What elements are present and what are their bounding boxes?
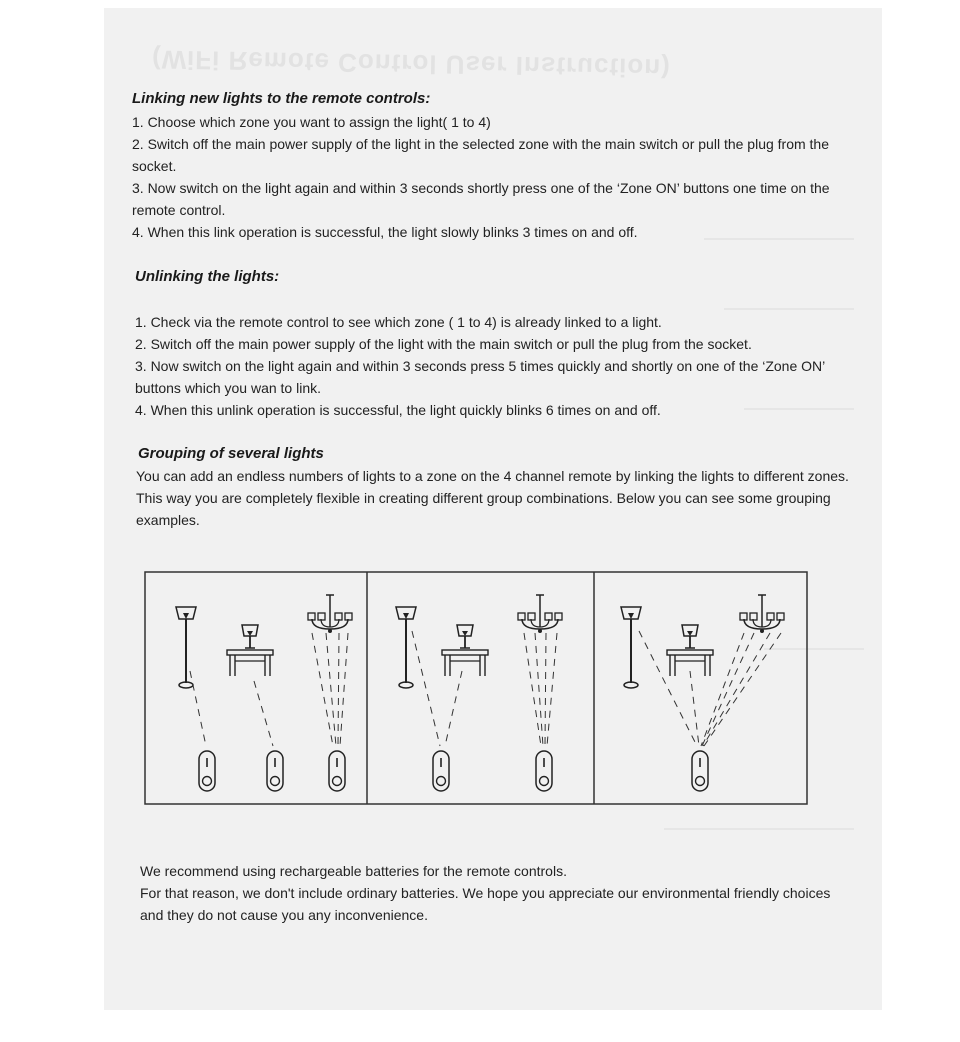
unlinking-heading: Unlinking the lights: <box>135 268 280 285</box>
bleed-through-title: (WiFi Remote Control User Instruction) <box>151 44 671 84</box>
grouping-example-3 <box>621 595 784 791</box>
grouping-heading: Grouping of several lights <box>138 445 324 462</box>
remote-control-icon <box>692 751 708 791</box>
linking-steps <box>132 111 852 243</box>
unlinking-step: 2. Switch off the main power supply of the light with the main switch or pull the plug from the socket. <box>135 336 752 352</box>
table-lamp-icon <box>442 625 488 676</box>
linking-step: 4. When this link operation is successful, the light slowly blinks 3 times on and off. <box>132 224 638 240</box>
chandelier-icon <box>518 595 562 633</box>
unlinking-steps <box>135 311 855 421</box>
unlinking-step: 3. Now switch on the light again and within 3 seconds press 5 times quickly and shortly on one of the ‘Zone ON’ buttons which you wan to link. <box>135 358 825 396</box>
remote-control-icon <box>329 751 345 791</box>
battery-note-line-1: We recommend using rechargeable batteries for the remote controls. <box>140 863 567 879</box>
grouping-text: You can add an endless numbers of lights to a zone on the 4 channel remote by linking the lights to different zones. This way you are completely flexible in creating different group combinations. Below you can see some grouping examples. <box>136 468 849 528</box>
chandelier-icon <box>308 595 352 633</box>
chandelier-icon <box>740 595 784 633</box>
remote-control-icon <box>433 751 449 791</box>
manual-page <box>104 8 882 1010</box>
battery-note-line-2: For that reason, we don't include ordinary batteries. We hope you appreciate our environmental friendly choices and they do not cause you any inconvenience. <box>140 885 831 923</box>
battery-note <box>140 860 852 926</box>
remote-control-icon <box>267 751 283 791</box>
unlinking-step: 1. Check via the remote control to see which zone ( 1 to 4) is already linked to a light. <box>135 314 662 330</box>
grouping-diagram <box>144 571 808 805</box>
linking-step: 3. Now switch on the light again and within 3 seconds shortly press one of the ‘Zone ON’ buttons one time on the remote control. <box>132 180 830 218</box>
table-lamp-icon <box>667 625 713 676</box>
remote-control-icon <box>199 751 215 791</box>
floor-lamp-icon <box>621 607 641 688</box>
floor-lamp-icon <box>396 607 416 688</box>
grouping-example-1 <box>176 595 352 791</box>
remote-control-icon <box>536 751 552 791</box>
linking-step: 2. Switch off the main power supply of the light in the selected zone with the main switch or pull the plug from the socket. <box>132 136 830 174</box>
unlinking-step: 4. When this unlink operation is successful, the light quickly blinks 6 times on and off. <box>135 402 661 418</box>
grouping-example-2 <box>396 595 562 791</box>
linking-heading: Linking new lights to the remote controls: <box>132 90 431 107</box>
table-lamp-icon <box>227 625 273 676</box>
floor-lamp-icon <box>176 607 196 688</box>
linking-step: 1. Choose which zone you want to assign the light( 1 to 4) <box>132 114 491 130</box>
